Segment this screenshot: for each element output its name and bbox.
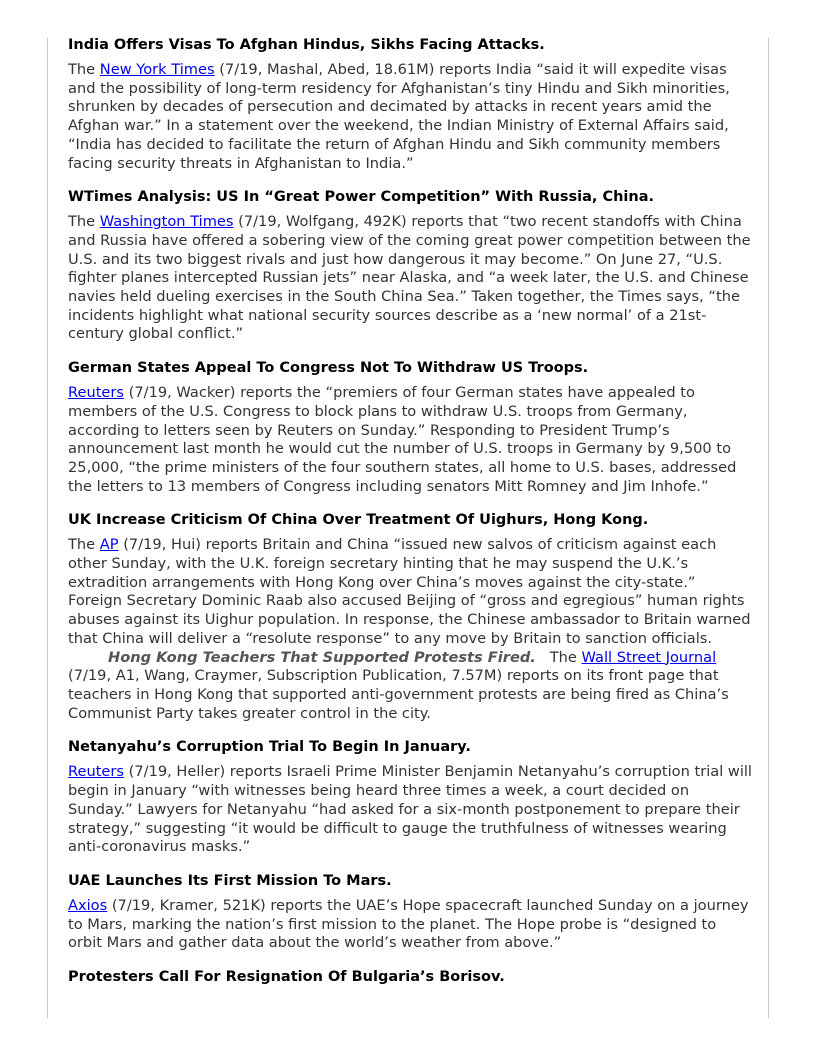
newsletter-content <box>68 36 753 993</box>
article-body: The Washington Times (7/19, Wolfgang, 492K) reports that “two recent standoffs with China and Russia have offered a sobering view of the coming great power competition between the U.S. and its two biggest rivals and just how dangerous it may become.” On June 27, “U.S. fighter planes intercepted Russian jets” near Alaska, and “a week later, the U.S. and Chinese navies held dueling exercises in the South China Sea.” Taken together, the Times says, “the incidents highlight what national security sources describe as a ‘new normal’ of a 21st-century global conflict.” <box>68 213 751 343</box>
article-headline: German States Appeal To Congress Not To Withdraw US Troops. <box>68 360 589 377</box>
article-body: Axios (7/19, Kramer, 521K) reports the UAE’s Hope spacecraft launched Sunday on a journey to Mars, marking the nation’s first mission to the planet. The Hope probe is “designed to orbit Mars and gather data about the world’s weather from above.” <box>68 896 749 952</box>
article-wtimes-analysis <box>68 188 753 344</box>
article-body: Reuters (7/19, Wacker) reports the “premiers of four German states have appealed to members of the U.S. Congress to block plans to withdraw U.S. troops from Germany, according to letters seen by Reuters on Sunday.” Responding to President Trump’s announcement last month he would cut the number of U.S. troops in Germany by 9,500 to 25,000, “the prime ministers of the four southern states, all home to U.S. bases, addressed the letters to 13 members of Congress including senators Mitt Romney and Jim Inhofe.” <box>68 384 737 495</box>
source-link-ap[interactable]: AP <box>99 536 119 554</box>
article-uae-mars <box>68 872 753 953</box>
sub-article-hong-kong-teachers: Hong Kong Teachers That Supported Protests Fired. The Wall Street Journal (7/19, A1, Wang, Craymer, Subscription Publication, 7.57M) reports on its front page that teachers in Hong Kong that supported anti-government protests are being fired as China’s Communist Party takes greater control in the city. <box>68 648 729 722</box>
article-body: The New York Times (7/19, Mashal, Abed, 18.61M) reports India “said it will expedite visas and the possibility of long-term residency for Afghanistan’s tiny Hindu and Sikh minorities, shrunken by decades of persecution and decimated by attacks in recent years amid the Afghan war.” In a statement over the weekend, the Indian Ministry of External Affairs said, “India has decided to facilitate the return of Afghan Hindu and Sikh community members facing security threats in Afghanistan to India.” <box>68 61 730 172</box>
article-headline: UK Increase Criticism Of China Over Treatment Of Uighurs, Hong Kong. <box>68 512 649 529</box>
article-headline: UAE Launches Its First Mission To Mars. <box>68 872 392 889</box>
article-body: The AP (7/19, Hui) reports Britain and China “issued new salvos of criticism against each other Sunday, with the U.K. foreign secretary hinting that he may suspend the U.K.’s extradition arrangements with Hong Kong over China’s moves against the city-state.” Foreign Secretary Dominic Raab also accused Beijing of “gross and egregious” human rights abuses against its Uighur population. In response, the Chinese ambassador to Britain warned that China will deliver a “resolute response” to any move by Britain to sanction officials. <box>68 536 751 647</box>
source-link-axios[interactable]: Axios <box>68 896 108 914</box>
article-netanyahu-trial <box>68 738 753 857</box>
sub-article-title: Hong Kong Teachers That Supported Protests Fired. <box>108 648 536 666</box>
article-uk-china <box>68 511 753 723</box>
right-margin-rule <box>768 38 769 1018</box>
source-link-reuters[interactable]: Reuters <box>68 384 125 402</box>
article-headline: WTimes Analysis: US In “Great Power Competition” With Russia, China. <box>68 189 655 206</box>
article-german-states <box>68 359 753 496</box>
source-link-washington-times[interactable]: Washington Times <box>99 213 234 231</box>
article-headline: Netanyahu’s Corruption Trial To Begin In January. <box>68 739 471 756</box>
article-body: Reuters (7/19, Heller) reports Israeli Prime Minister Benjamin Netanyahu’s corruption trial will begin in January “with witnesses being heard three times a week, a court decided on Sunday.” Lawyers for Netanyahu “had asked for a six-month postponement to prepare their strategy,” suggesting “it would be difficult to gauge the truthfulness of witnesses wearing anti-coronavirus masks.” <box>68 763 752 856</box>
source-link-reuters[interactable]: Reuters <box>68 763 125 781</box>
article-headline: India Offers Visas To Afghan Hindus, Sikhs Facing Attacks. <box>68 37 545 53</box>
source-link-new-york-times[interactable]: New York Times <box>99 61 215 78</box>
article-india-visas <box>68 36 753 173</box>
article-bulgaria-protests <box>68 968 753 987</box>
left-margin-rule <box>47 38 48 1018</box>
article-headline: Protesters Call For Resignation Of Bulgaria’s Borisov. <box>68 969 505 986</box>
source-link-wall-street-journal[interactable]: Wall Street Journal <box>581 648 717 666</box>
